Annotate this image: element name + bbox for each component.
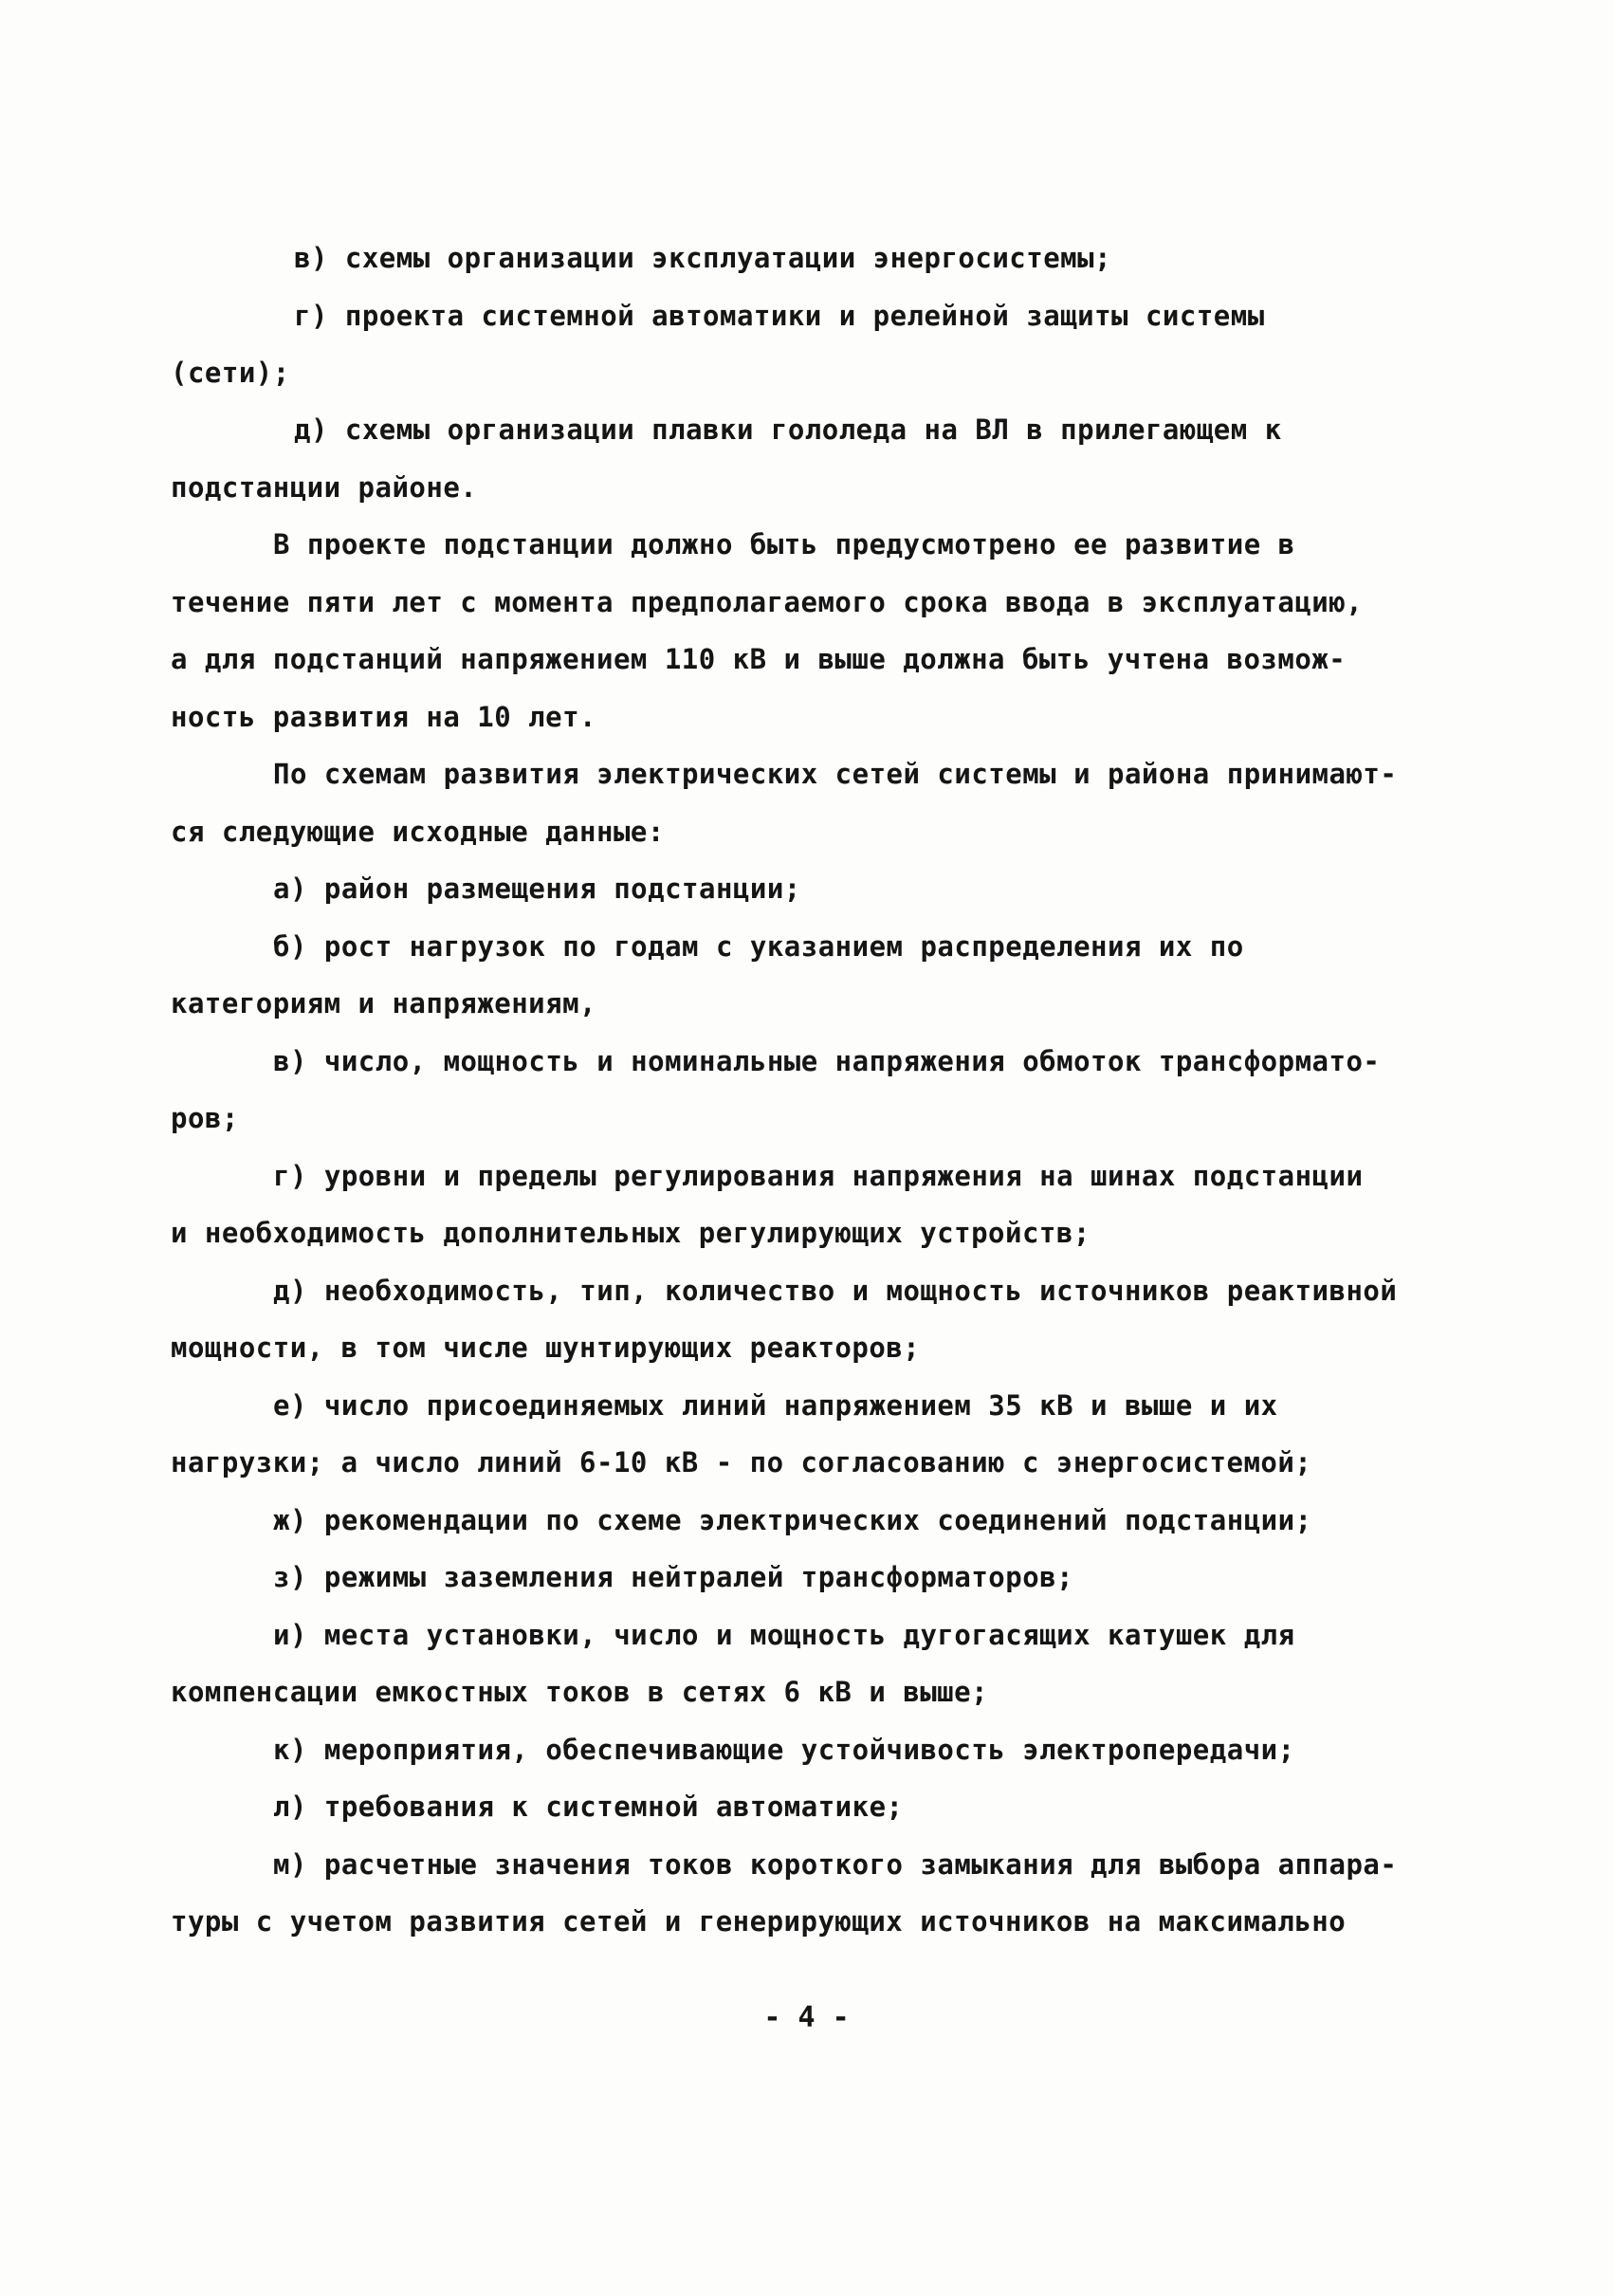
text-line: е) число присоединяемых линий напряжением 35 кВ и выше и их bbox=[273, 1389, 1278, 1422]
text-line: течение пяти лет с момента предполагаемого срока ввода в эксплуатацию, bbox=[171, 586, 1364, 618]
text-line: в) число, мощность и номинальные напряжения обмоток трансформато- bbox=[273, 1045, 1381, 1077]
text-line: туры с учетом развития сетей и генерирующих источников на максимально bbox=[171, 1905, 1347, 1938]
text-line: а для подстанций напряжением 110 кВ и выше должна быть учтена возмож- bbox=[171, 643, 1347, 675]
text-line: г) проекта системной автоматики и релейной защиты системы bbox=[294, 300, 1265, 332]
text-line: д) необходимость, тип, количество и мощность источников реактивной bbox=[273, 1275, 1398, 1307]
text-line: в) схемы организации эксплуатации энергосистемы; bbox=[294, 242, 1112, 274]
text-line: а) район размещения подстанции; bbox=[273, 872, 801, 905]
text-line: м) расчетные значения токов короткого замыкания для выбора аппара- bbox=[273, 1848, 1398, 1881]
page-number: - 4 - bbox=[763, 2001, 850, 2034]
text-line: нагрузки; а число линий 6-10 кВ - по согласованию с энергосистемой; bbox=[171, 1446, 1312, 1479]
text-line: ность развития на 10 лет. bbox=[171, 701, 596, 733]
text-line: ся следующие исходные данные: bbox=[171, 816, 665, 848]
text-line: компенсации емкостных токов в сетях 6 кВ и выше; bbox=[171, 1676, 989, 1708]
text-line: подстанции районе. bbox=[171, 471, 478, 504]
text-line: В проекте подстанции должно быть предусмотрено ее развитие в bbox=[273, 528, 1295, 560]
text-line: д) схемы организации плавки гололеда на ВЛ в прилегающем к bbox=[294, 413, 1282, 446]
text-line: л) требования к системной автоматике; bbox=[273, 1791, 904, 1823]
text-line: к) мероприятия, обеспечивающие устойчивость электропередачи; bbox=[273, 1734, 1295, 1766]
text-line: б) рост нагрузок по годам с указанием распределения их по bbox=[273, 930, 1244, 963]
text-line: и) места установки, число и мощность дугогасящих катушек для bbox=[273, 1619, 1295, 1651]
text-line: мощности, в том числе шунтирующих реакторов; bbox=[171, 1332, 921, 1364]
text-line: и необходимость дополнительных регулирующих устройств; bbox=[171, 1217, 1091, 1249]
text-line: ров; bbox=[171, 1102, 239, 1134]
text-line: г) уровни и пределы регулирования напряжения на шинах подстанции bbox=[273, 1160, 1364, 1192]
text-line: з) режимы заземления нейтралей трансформаторов; bbox=[273, 1561, 1074, 1593]
text-line: По схемам развития электрических сетей системы и района принимают- bbox=[273, 758, 1398, 790]
text-line: категориям и напряжениям, bbox=[171, 987, 596, 1019]
text-line: (сети); bbox=[171, 357, 290, 389]
text-line: ж) рекомендации по схеме электрических соединений подстанции; bbox=[273, 1504, 1312, 1536]
